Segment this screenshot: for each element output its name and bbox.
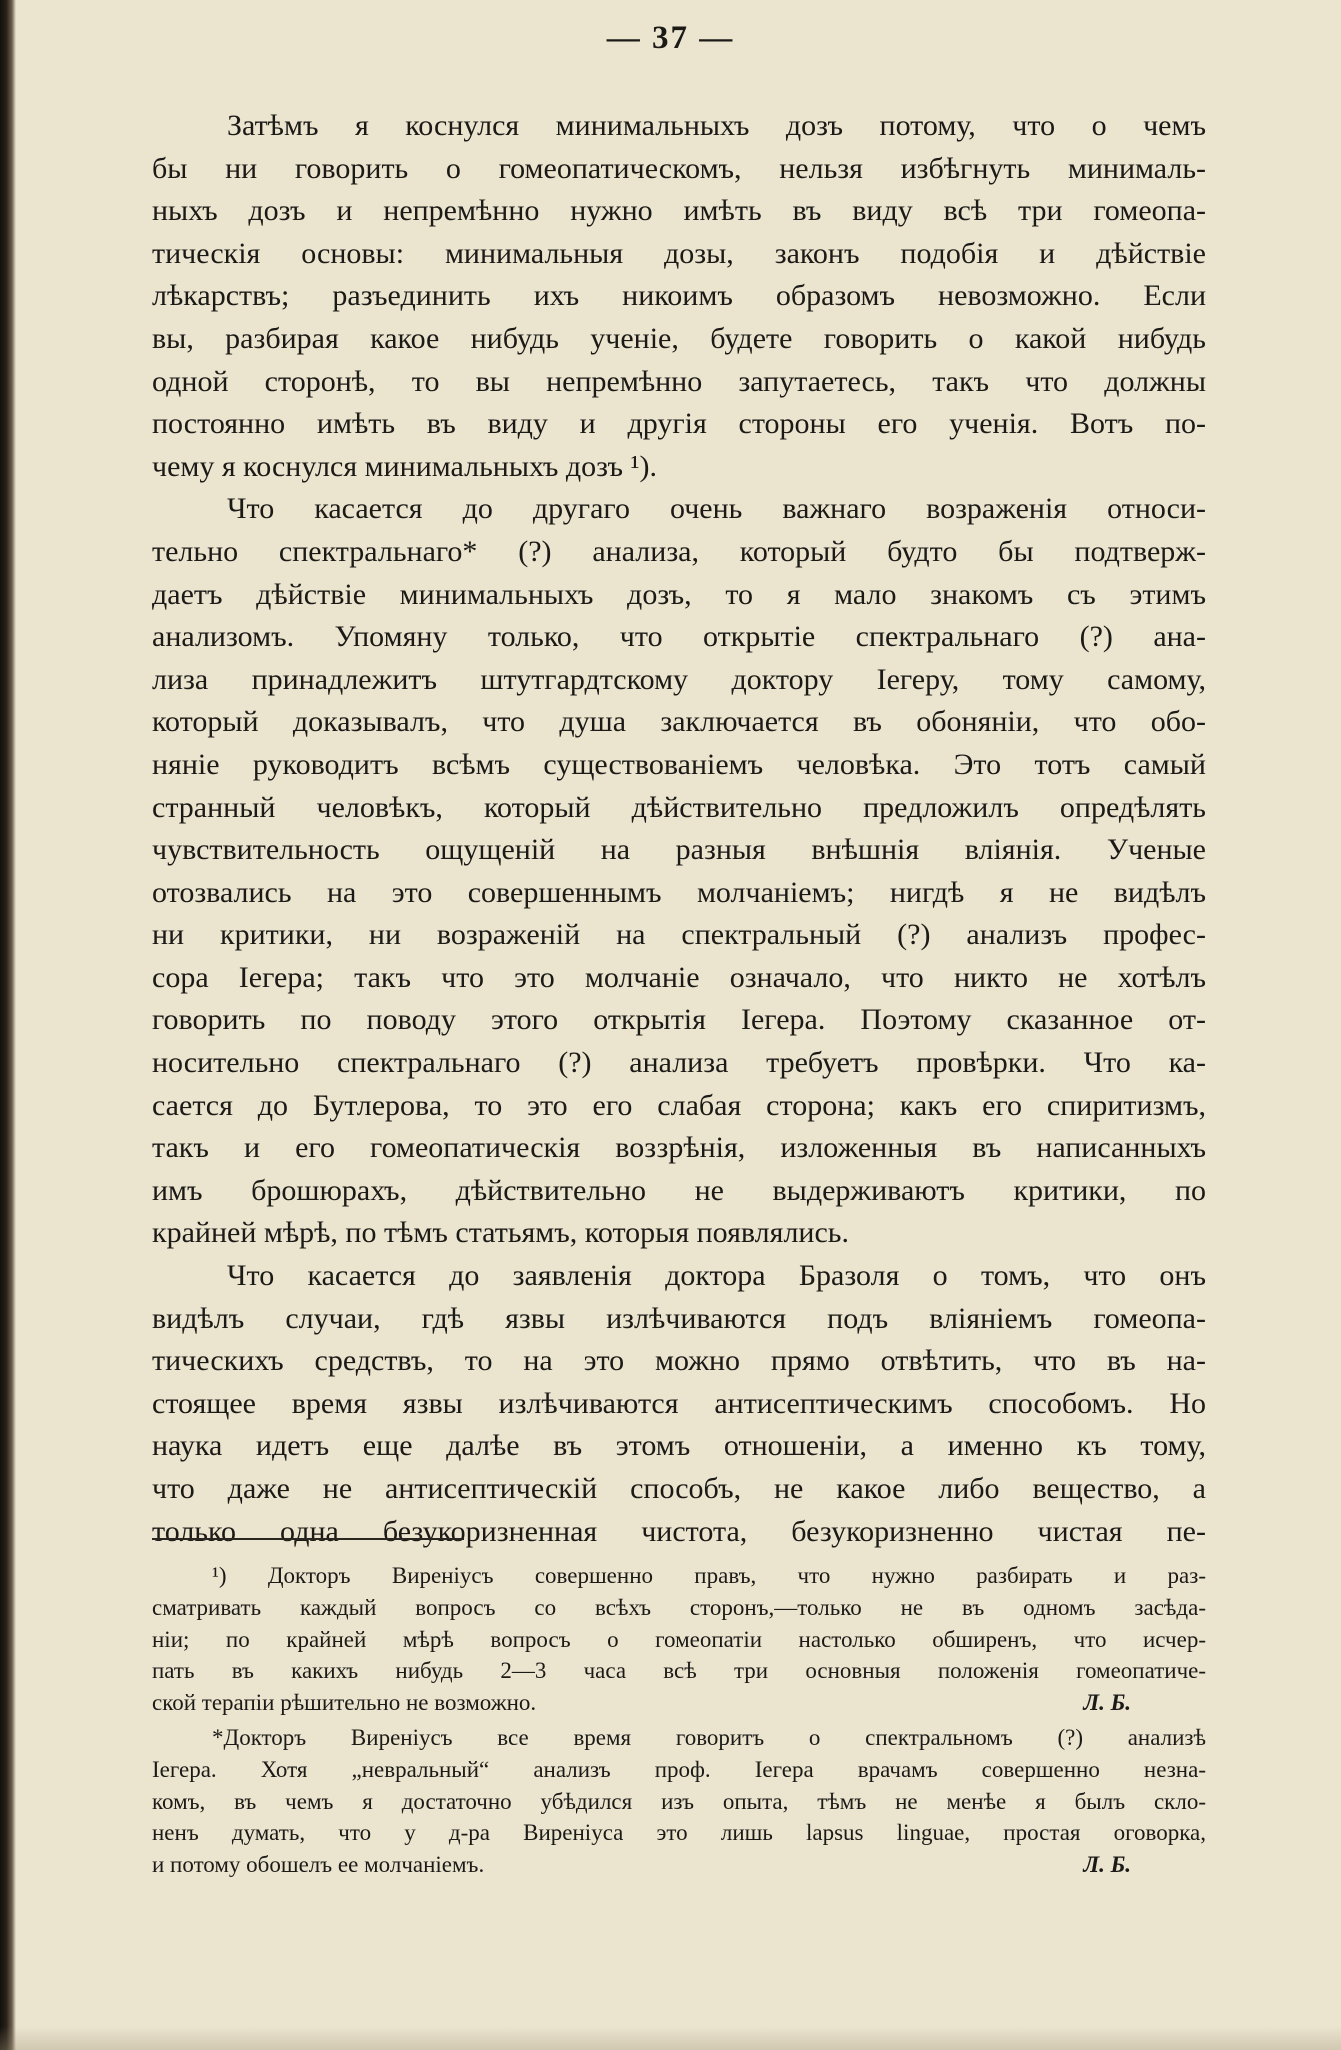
text-line: ныхъ дозъ и непремѣнно нужно имѣть въ виду всѣ три гомеопа-: [152, 194, 1206, 228]
book-binding-edge: [0, 0, 16, 2050]
footnote-line-text: ской терапіи рѣшительно не возможно.: [152, 1690, 537, 1716]
footnote-line: пать въ какихъ нибудь 2—3 часа всѣ три основныя положенія гомеопатиче-: [152, 1658, 1206, 1684]
text-line: постоянно имѣть въ виду и другія стороны его ученія. Вотъ по-: [152, 407, 1206, 441]
footnote-signature: Л. Б.: [1083, 1690, 1131, 1716]
text-line: носительно спектральнаго (?) анализа требуетъ провѣрки. Что ка-: [152, 1046, 1206, 1080]
footnote-line-text: и потому обошелъ ее молчаніемъ.: [152, 1852, 485, 1878]
text-line: сора Іегера; такъ что это молчаніе означало, что никто не хотѣлъ: [152, 960, 1206, 994]
text-line: имъ брошюрахъ, дѣйствительно не выдерживаютъ критики, по: [152, 1173, 1206, 1207]
text-line: говорить по поводу этого открытія Іегера. Поэтому сказанное от-: [152, 1003, 1206, 1037]
text-line: странный человѣкъ, который дѣйствительно предложилъ опредѣлять: [152, 790, 1206, 824]
text-line: наука идетъ еще далѣе въ этомъ отношеніи, а именно къ тому,: [152, 1429, 1206, 1463]
text-line: ни критики, ни возраженій на спектральный (?) анализъ профес-: [152, 918, 1206, 952]
text-line: чувствительность ощущеній на разныя внѣшнія вліянія. Ученые: [152, 833, 1206, 867]
text-line: видѣлъ случаи, гдѣ язвы излѣчиваются подъ вліяніемъ гомеопа-: [152, 1301, 1206, 1335]
footnote-signature: Л. Б.: [1083, 1852, 1131, 1878]
text-line: бы ни говорить о гомеопатическомъ, нельзя избѣгнуть минималь-: [152, 151, 1206, 185]
text-line: тическія основы: минимальныя дозы, законъ подобія и дѣйствіе: [152, 236, 1206, 270]
footnote-line: Іегера. Хотя „невральный“ анализъ проф. Іегера врачамъ совершенно незна-: [152, 1756, 1206, 1782]
text-line: крайней мѣрѣ, по тѣмъ статьямъ, которыя появлялись.: [152, 1216, 849, 1250]
text-line: отозвались на это совершеннымъ молчаніемъ; нигдѣ я не видѣлъ: [152, 875, 1206, 909]
body-text: [152, 105, 1206, 1553]
footnote-line: *Докторъ Виреніусъ все время говоритъ о спектральномъ (?) анализѣ: [212, 1724, 1206, 1750]
text-line: Затѣмъ я коснулся минимальныхъ дозъ потому, что о чемъ: [227, 109, 1206, 142]
page-bottom-edge: [0, 2026, 1341, 2050]
page-number: — 37 —: [606, 20, 735, 56]
footnote-line: ніи; по крайней мѣрѣ вопросъ о гомеопатіи настолько обширенъ, что исчер-: [152, 1626, 1206, 1652]
text-line: тическихъ средствъ, то на это можно прямо отвѣтить, что въ на-: [152, 1344, 1206, 1378]
text-line: даетъ дѣйствіе минимальныхъ дозъ, то я мало знакомъ съ этимъ: [152, 577, 1206, 611]
footnote-line: сматривать каждый вопросъ со всѣхъ сторонъ,—только не въ одномъ засѣда-: [152, 1594, 1206, 1620]
footnotes: [152, 1560, 1206, 1881]
text-line: вы, разбирая какое нибудь ученіе, будете говорить о какой нибудь: [152, 321, 1206, 355]
footnote-line-signed: [152, 1849, 1206, 1881]
text-line: стоящее время язвы излѣчиваются антисептическимъ способомъ. Но: [152, 1386, 1206, 1420]
text-line: лѣкарствъ; разъединить ихъ никоимъ образомъ невозможно. Если: [152, 279, 1206, 313]
text-line: тельно спектральнаго* (?) анализа, который будто бы подтверж-: [152, 534, 1206, 568]
footnote-line: ¹) Докторъ Виреніусъ совершенно правъ, что нужно разбирать и раз-: [212, 1563, 1206, 1588]
text-line: Что касается до заявленія доктора Бразоля о томъ, что онъ: [227, 1259, 1206, 1293]
text-line: который доказывалъ, что душа заключается въ обоняніи, что обо-: [152, 705, 1206, 739]
text-line: няніе руководитъ всѣмъ существованіемъ человѣка. Это тотъ самый: [152, 747, 1206, 781]
footnote-line: комъ, въ чемъ я достаточно убѣдился изъ опыта, тѣмъ не менѣе я былъ скло-: [152, 1788, 1206, 1814]
footnote-line-signed: [152, 1687, 1206, 1719]
text-line: только одна безукоризненная чистота, безукоризненно чистая пе-: [152, 1514, 1206, 1548]
text-line: чему я коснулся минимальныхъ дозъ ¹).: [152, 449, 657, 483]
text-line: сается до Бутлерова, то это его слабая сторона; какъ его спиритизмъ,: [152, 1088, 1206, 1122]
text-line: лиза принадлежитъ штутгардтскому доктору Іегеру, тому самому,: [152, 662, 1206, 696]
text-line: анализомъ. Упомяну только, что открытіе спектральнаго (?) ана-: [152, 620, 1206, 654]
text-line: одной сторонѣ, то вы непремѣнно запутаетесь, такъ что должны: [152, 364, 1206, 398]
footnote-divider: [152, 1538, 464, 1540]
text-line: Что касается до другаго очень важнаго возраженія относи-: [227, 492, 1206, 526]
text-line: такъ и его гомеопатическія воззрѣнія, изложенныя въ написанныхъ: [152, 1131, 1206, 1165]
footnote-line: ненъ думать, что у д-ра Виреніуса это лишь lapsus linguae, простая оговорка,: [152, 1820, 1206, 1846]
text-line: что даже не антисептическій способъ, не какое либо вещество, а: [152, 1472, 1206, 1505]
